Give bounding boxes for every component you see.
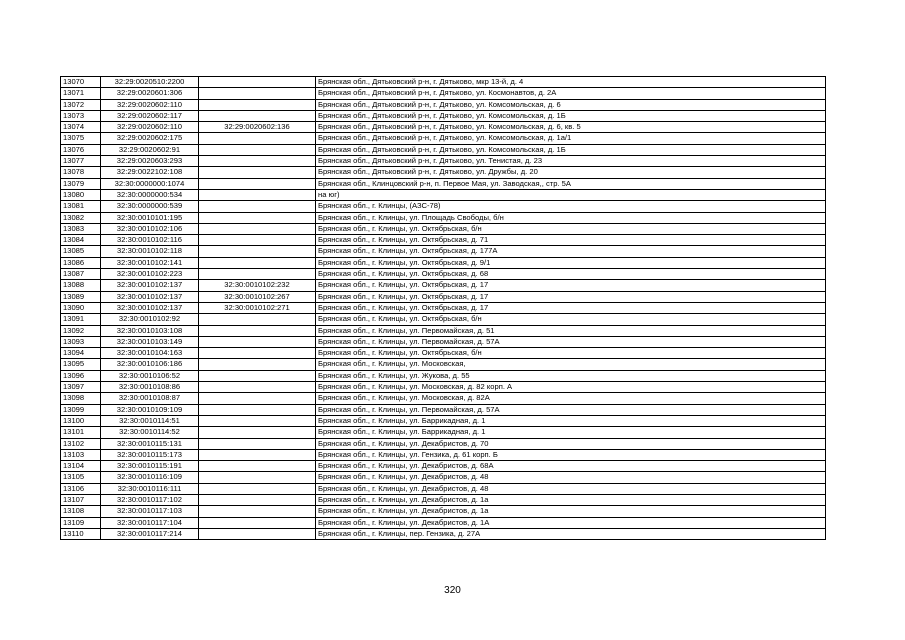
address-cell: Брянская обл., г. Клинцы, ул. Октябрьская, д. 177А xyxy=(316,246,826,257)
row-number-cell: 13109 xyxy=(61,517,101,528)
table-row xyxy=(61,348,826,359)
linked-cadastral-number-cell xyxy=(199,494,316,505)
address-cell: Брянская обл., г. Клинцы, ул. Октябрьская, д. 9/1 xyxy=(316,257,826,268)
registry-table xyxy=(60,76,826,540)
linked-cadastral-number-cell: 32:30:0010102:232 xyxy=(199,280,316,291)
row-number-cell: 13078 xyxy=(61,167,101,178)
linked-cadastral-number-cell xyxy=(199,257,316,268)
table-row xyxy=(61,302,826,313)
linked-cadastral-number-cell xyxy=(199,178,316,189)
row-number-cell: 13092 xyxy=(61,325,101,336)
cadastral-number-cell: 32:30:0010116:109 xyxy=(101,472,199,483)
cadastral-number-cell: 32:30:0010102:137 xyxy=(101,302,199,313)
cadastral-number-cell: 32:29:0020602:110 xyxy=(101,122,199,133)
linked-cadastral-number-cell xyxy=(199,189,316,200)
table-row xyxy=(61,156,826,167)
table-row xyxy=(61,438,826,449)
address-cell: на юг) xyxy=(316,189,826,200)
row-number-cell: 13107 xyxy=(61,494,101,505)
registry-table-body xyxy=(61,77,826,540)
linked-cadastral-number-cell xyxy=(199,325,316,336)
row-number-cell: 13108 xyxy=(61,506,101,517)
row-number-cell: 13103 xyxy=(61,449,101,460)
table-row xyxy=(61,167,826,178)
cadastral-number-cell: 32:30:0010102:137 xyxy=(101,280,199,291)
address-cell: Брянская обл., Дятьковский р-н, г. Дятьково, ул. Комсомольская, д. 1Б xyxy=(316,110,826,121)
address-cell: Брянская обл., г. Клинцы, ул. Первомайская, д. 57А xyxy=(316,336,826,347)
address-cell: Брянская обл., г. Клинцы, ул. Декабристов, д. 1а xyxy=(316,494,826,505)
address-cell: Брянская обл., Дятьковский р-н, г. Дятьково, ул. Комсомольская, д. 6, кв. 5 xyxy=(316,122,826,133)
row-number-cell: 13083 xyxy=(61,223,101,234)
address-cell: Брянская обл., г. Клинцы, ул. Октябрьская, б/н xyxy=(316,348,826,359)
address-cell: Брянская обл., г. Клинцы, ул. Декабристов, д. 1А xyxy=(316,517,826,528)
cadastral-number-cell: 32:30:0010116:111 xyxy=(101,483,199,494)
table-row xyxy=(61,449,826,460)
row-number-cell: 13084 xyxy=(61,235,101,246)
linked-cadastral-number-cell xyxy=(199,110,316,121)
table-row xyxy=(61,415,826,426)
linked-cadastral-number-cell xyxy=(199,246,316,257)
table-row xyxy=(61,528,826,539)
linked-cadastral-number-cell xyxy=(199,449,316,460)
table-row xyxy=(61,77,826,88)
linked-cadastral-number-cell xyxy=(199,156,316,167)
cadastral-number-cell: 32:29:0020601:306 xyxy=(101,88,199,99)
cadastral-number-cell: 32:30:0010102:92 xyxy=(101,314,199,325)
table-row xyxy=(61,336,826,347)
row-number-cell: 13098 xyxy=(61,393,101,404)
cadastral-number-cell: 32:30:0010108:87 xyxy=(101,393,199,404)
cadastral-number-cell: 32:30:0010109:109 xyxy=(101,404,199,415)
address-cell: Брянская обл., г. Клинцы, ул. Декабристов, д. 48 xyxy=(316,483,826,494)
linked-cadastral-number-cell xyxy=(199,336,316,347)
table-row xyxy=(61,189,826,200)
table-row xyxy=(61,461,826,472)
row-number-cell: 13076 xyxy=(61,144,101,155)
row-number-cell: 13110 xyxy=(61,528,101,539)
row-number-cell: 13082 xyxy=(61,212,101,223)
table-row xyxy=(61,472,826,483)
table-row xyxy=(61,483,826,494)
address-cell: Брянская обл., г. Клинцы, ул. Октябрьская, д. 17 xyxy=(316,280,826,291)
cadastral-number-cell: 32:30:0000000:1074 xyxy=(101,178,199,189)
linked-cadastral-number-cell xyxy=(199,348,316,359)
table-row xyxy=(61,88,826,99)
cadastral-number-cell: 32:30:0010102:223 xyxy=(101,269,199,280)
address-cell: Брянская обл., Дятьковский р-н, г. Дятьково, ул. Тенистая, д. 23 xyxy=(316,156,826,167)
table-row xyxy=(61,99,826,110)
cadastral-number-cell: 32:30:0000000:534 xyxy=(101,189,199,200)
address-cell: Брянская обл., Дятьковский р-н, г. Дятьково, ул. Комсомольская, д. 1Б xyxy=(316,144,826,155)
address-cell: Брянская обл., г. Клинцы, ул. Московская, xyxy=(316,359,826,370)
row-number-cell: 13097 xyxy=(61,382,101,393)
address-cell: Брянская обл., Дятьковский р-н, г. Дятьково, ул. Космонавтов, д. 2А xyxy=(316,88,826,99)
row-number-cell: 13089 xyxy=(61,291,101,302)
linked-cadastral-number-cell xyxy=(199,370,316,381)
cadastral-number-cell: 32:30:0010115:131 xyxy=(101,438,199,449)
table-row xyxy=(61,235,826,246)
table-row xyxy=(61,257,826,268)
address-cell: Брянская обл., Дятьковский р-н, г. Дятьково, ул. Дружбы, д. 20 xyxy=(316,167,826,178)
linked-cadastral-number-cell xyxy=(199,506,316,517)
address-cell: Брянская обл., г. Клинцы, ул. Декабристов, д. 70 xyxy=(316,438,826,449)
linked-cadastral-number-cell xyxy=(199,382,316,393)
linked-cadastral-number-cell xyxy=(199,223,316,234)
row-number-cell: 13091 xyxy=(61,314,101,325)
cadastral-number-cell: 32:30:0010117:214 xyxy=(101,528,199,539)
row-number-cell: 13094 xyxy=(61,348,101,359)
linked-cadastral-number-cell: 32:30:0010102:271 xyxy=(199,302,316,313)
cadastral-number-cell: 32:30:0000000:539 xyxy=(101,201,199,212)
address-cell: Брянская обл., г. Клинцы, ул. Баррикадная, д. 1 xyxy=(316,427,826,438)
table-row xyxy=(61,122,826,133)
table-row xyxy=(61,144,826,155)
address-cell: Брянская обл., г. Клинцы, ул. Первомайская, д. 51 xyxy=(316,325,826,336)
row-number-cell: 13072 xyxy=(61,99,101,110)
linked-cadastral-number-cell xyxy=(199,212,316,223)
address-cell: Брянская обл., г. Клинцы, ул. Октябрьская, д. 17 xyxy=(316,302,826,313)
cadastral-number-cell: 32:29:0022102:108 xyxy=(101,167,199,178)
linked-cadastral-number-cell xyxy=(199,235,316,246)
cadastral-number-cell: 32:30:0010101:195 xyxy=(101,212,199,223)
address-cell: Брянская обл., Дятьковский р-н, г. Дятьково, ул. Комсомольская, д. 1а/1 xyxy=(316,133,826,144)
row-number-cell: 13099 xyxy=(61,404,101,415)
address-cell: Брянская обл., Клинцовский р-н, п. Первое Мая, ул. Заводская,, стр. 5А xyxy=(316,178,826,189)
row-number-cell: 13075 xyxy=(61,133,101,144)
row-number-cell: 13086 xyxy=(61,257,101,268)
table-row xyxy=(61,427,826,438)
address-cell: Брянская обл., г. Клинцы, ул. Октябрьская, д. 68 xyxy=(316,269,826,280)
table-row xyxy=(61,359,826,370)
address-cell: Брянская обл., г. Клинцы, ул. Октябрьская, б/н xyxy=(316,223,826,234)
cadastral-number-cell: 32:29:0020603:293 xyxy=(101,156,199,167)
cadastral-number-cell: 32:30:0010104:163 xyxy=(101,348,199,359)
table-row xyxy=(61,246,826,257)
row-number-cell: 13088 xyxy=(61,280,101,291)
linked-cadastral-number-cell xyxy=(199,144,316,155)
linked-cadastral-number-cell xyxy=(199,461,316,472)
table-row xyxy=(61,133,826,144)
row-number-cell: 13085 xyxy=(61,246,101,257)
address-cell: Брянская обл., г. Клинцы, пер. Гензика, д. 27А xyxy=(316,528,826,539)
cadastral-number-cell: 32:29:0020602:117 xyxy=(101,110,199,121)
address-cell: Брянская обл., г. Клинцы, ул. Октябрьская, д. 71 xyxy=(316,235,826,246)
address-cell: Брянская обл., г. Клинцы, ул. Первомайская, д. 57А xyxy=(316,404,826,415)
linked-cadastral-number-cell xyxy=(199,167,316,178)
address-cell: Брянская обл., Дятьковский р-н, г. Дятьково, ул. Комсомольская, д. 6 xyxy=(316,99,826,110)
address-cell: Брянская обл., г. Клинцы, (АЗС-78) xyxy=(316,201,826,212)
linked-cadastral-number-cell xyxy=(199,77,316,88)
row-number-cell: 13090 xyxy=(61,302,101,313)
cadastral-number-cell: 32:30:0010106:52 xyxy=(101,370,199,381)
cadastral-number-cell: 32:30:0010102:137 xyxy=(101,291,199,302)
cadastral-number-cell: 32:30:0010108:86 xyxy=(101,382,199,393)
row-number-cell: 13104 xyxy=(61,461,101,472)
table-row xyxy=(61,223,826,234)
row-number-cell: 13071 xyxy=(61,88,101,99)
table-row xyxy=(61,110,826,121)
row-number-cell: 13087 xyxy=(61,269,101,280)
cadastral-number-cell: 32:30:0010106:186 xyxy=(101,359,199,370)
linked-cadastral-number-cell xyxy=(199,99,316,110)
cadastral-number-cell: 32:30:0010117:104 xyxy=(101,517,199,528)
cadastral-number-cell: 32:30:0010103:108 xyxy=(101,325,199,336)
cadastral-number-cell: 32:30:0010103:149 xyxy=(101,336,199,347)
cadastral-number-cell: 32:30:0010115:191 xyxy=(101,461,199,472)
linked-cadastral-number-cell xyxy=(199,472,316,483)
linked-cadastral-number-cell xyxy=(199,314,316,325)
linked-cadastral-number-cell xyxy=(199,359,316,370)
row-number-cell: 13096 xyxy=(61,370,101,381)
table-row xyxy=(61,494,826,505)
table-row xyxy=(61,212,826,223)
row-number-cell: 13101 xyxy=(61,427,101,438)
row-number-cell: 13102 xyxy=(61,438,101,449)
cadastral-number-cell: 32:30:0010102:106 xyxy=(101,223,199,234)
row-number-cell: 13077 xyxy=(61,156,101,167)
linked-cadastral-number-cell: 32:29:0020602:136 xyxy=(199,122,316,133)
address-cell: Брянская обл., г. Клинцы, ул. Октябрьская, б/н xyxy=(316,314,826,325)
linked-cadastral-number-cell xyxy=(199,201,316,212)
cadastral-number-cell: 32:29:0020510:2200 xyxy=(101,77,199,88)
row-number-cell: 13093 xyxy=(61,336,101,347)
address-cell: Брянская обл., г. Клинцы, ул. Баррикадная, д. 1 xyxy=(316,415,826,426)
cadastral-number-cell: 32:30:0010102:118 xyxy=(101,246,199,257)
table-row xyxy=(61,370,826,381)
linked-cadastral-number-cell xyxy=(199,133,316,144)
address-cell: Брянская обл., г. Клинцы, ул. Гензика, д. 61 корп. Б xyxy=(316,449,826,460)
address-cell: Брянская обл., г. Клинцы, ул. Декабристов, д. 48 xyxy=(316,472,826,483)
cadastral-number-cell: 32:30:0010115:173 xyxy=(101,449,199,460)
table-row xyxy=(61,178,826,189)
linked-cadastral-number-cell xyxy=(199,483,316,494)
linked-cadastral-number-cell xyxy=(199,528,316,539)
table-row xyxy=(61,291,826,302)
linked-cadastral-number-cell xyxy=(199,438,316,449)
linked-cadastral-number-cell xyxy=(199,88,316,99)
cadastral-number-cell: 32:30:0010102:116 xyxy=(101,235,199,246)
table-row xyxy=(61,382,826,393)
linked-cadastral-number-cell xyxy=(199,415,316,426)
address-cell: Брянская обл., г. Клинцы, ул. Декабристов, д. 68А xyxy=(316,461,826,472)
table-row xyxy=(61,393,826,404)
row-number-cell: 13074 xyxy=(61,122,101,133)
cadastral-number-cell: 32:30:0010102:141 xyxy=(101,257,199,268)
address-cell: Брянская обл., г. Клинцы, ул. Декабристов, д. 1а xyxy=(316,506,826,517)
address-cell: Брянская обл., г. Клинцы, ул. Октябрьская, д. 17 xyxy=(316,291,826,302)
table-row xyxy=(61,325,826,336)
row-number-cell: 13100 xyxy=(61,415,101,426)
address-cell: Брянская обл., г. Клинцы, ул. Московская, д. 82 корп. А xyxy=(316,382,826,393)
cadastral-number-cell: 32:29:0020602:175 xyxy=(101,133,199,144)
row-number-cell: 13106 xyxy=(61,483,101,494)
row-number-cell: 13070 xyxy=(61,77,101,88)
row-number-cell: 13080 xyxy=(61,189,101,200)
table-row xyxy=(61,269,826,280)
cadastral-number-cell: 32:30:0010114:51 xyxy=(101,415,199,426)
table-row xyxy=(61,201,826,212)
address-cell: Брянская обл., г. Клинцы, ул. Жукова, д. 55 xyxy=(316,370,826,381)
table-row xyxy=(61,314,826,325)
row-number-cell: 13079 xyxy=(61,178,101,189)
address-cell: Брянская обл., Дятьковский р-н, г. Дятьково, мкр 13-й, д. 4 xyxy=(316,77,826,88)
linked-cadastral-number-cell xyxy=(199,427,316,438)
linked-cadastral-number-cell xyxy=(199,404,316,415)
table-row xyxy=(61,404,826,415)
address-cell: Брянская обл., г. Клинцы, ул. Площадь Свободы, б/н xyxy=(316,212,826,223)
linked-cadastral-number-cell xyxy=(199,269,316,280)
table-row xyxy=(61,280,826,291)
cadastral-number-cell: 32:29:0020602:91 xyxy=(101,144,199,155)
cadastral-number-cell: 32:29:0020602:110 xyxy=(101,99,199,110)
linked-cadastral-number-cell xyxy=(199,393,316,404)
row-number-cell: 13095 xyxy=(61,359,101,370)
row-number-cell: 13081 xyxy=(61,201,101,212)
cadastral-number-cell: 32:30:0010117:102 xyxy=(101,494,199,505)
page-number: 320 xyxy=(444,585,461,596)
row-number-cell: 13073 xyxy=(61,110,101,121)
cadastral-number-cell: 32:30:0010117:103 xyxy=(101,506,199,517)
linked-cadastral-number-cell xyxy=(199,517,316,528)
table-row xyxy=(61,517,826,528)
linked-cadastral-number-cell: 32:30:0010102:267 xyxy=(199,291,316,302)
address-cell: Брянская обл., г. Клинцы, ул. Московская, д. 82А xyxy=(316,393,826,404)
row-number-cell: 13105 xyxy=(61,472,101,483)
table-row xyxy=(61,506,826,517)
cadastral-number-cell: 32:30:0010114:52 xyxy=(101,427,199,438)
